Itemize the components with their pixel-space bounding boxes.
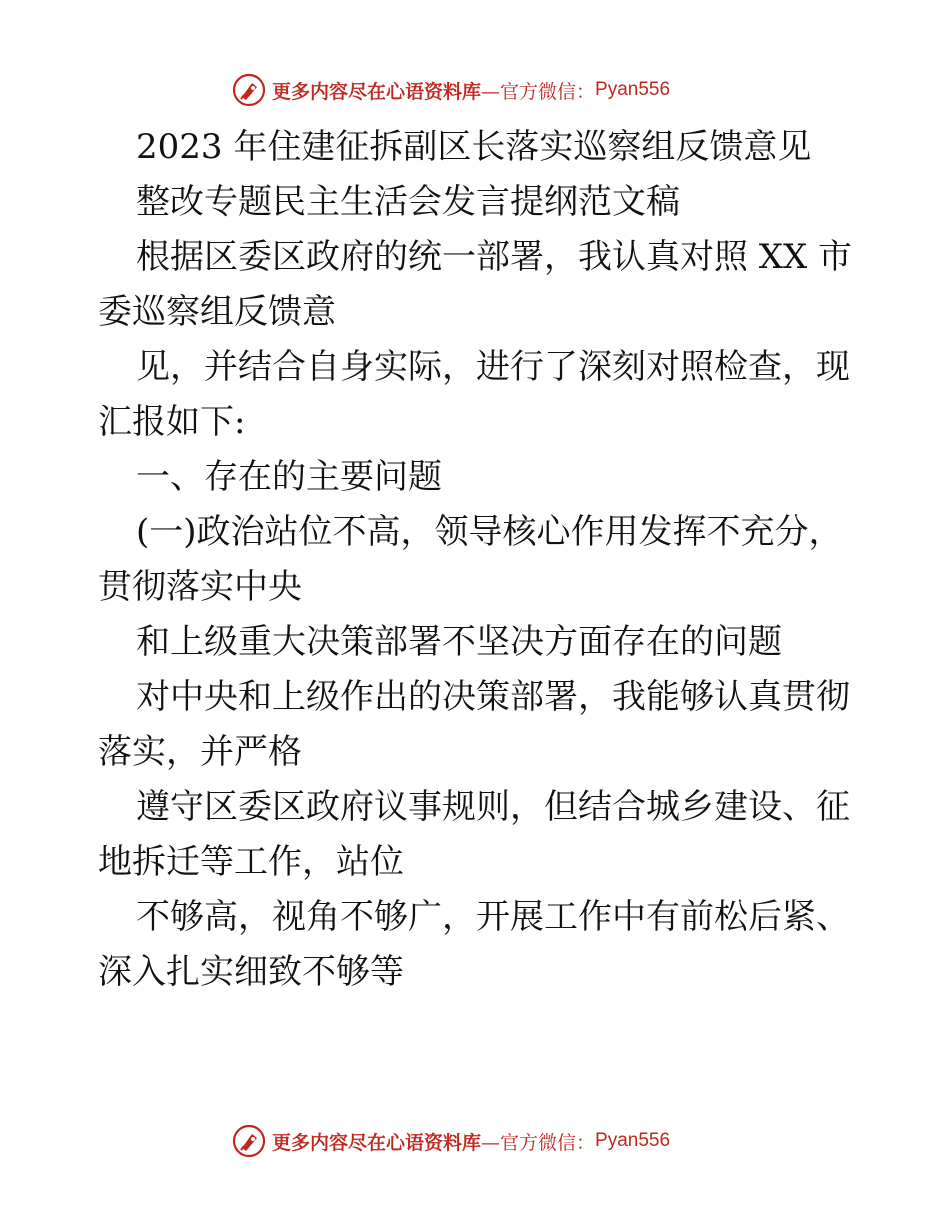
banner-wechat-label: —官方微信： — [481, 80, 596, 103]
body-line: 地拆迁等工作，站位 — [98, 842, 404, 882]
subsection-heading: (一)政治站位不高，领导核心作用发挥不充分， — [136, 512, 843, 552]
title-line-2: 整改专题民主生活会发言提纲范文稿 — [136, 182, 680, 222]
banner-site-text: 更多内容尽在心语资料库 — [272, 1131, 482, 1154]
footer-banner — [232, 1123, 670, 1159]
body-line: 对中央和上级作出的决策部署，我能够认真贯彻 — [136, 677, 850, 717]
banner-wechat-id: Pyan556 — [595, 79, 671, 100]
body-line: 深入扎实细致不够等 — [98, 952, 404, 992]
body-line: 不够高，视角不够广，开展工作中有前松后紧、 — [136, 897, 850, 937]
body-line: 委巡察组反馈意 — [98, 292, 336, 332]
pen-nib-logo-icon — [232, 1124, 266, 1158]
body-line: 贯彻落实中央 — [98, 567, 302, 607]
header-banner — [232, 72, 670, 108]
document-body — [98, 120, 858, 1000]
body-line: 汇报如下: — [98, 402, 246, 442]
body-line: 见，并结合自身实际，进行了深刻对照检查，现 — [136, 347, 850, 387]
body-line: 落实，并严格 — [98, 732, 302, 772]
body-line: 和上级重大决策部署不坚决方面存在的问题 — [136, 622, 782, 662]
body-line: 遵守区委区政府议事规则，但结合城乡建设、征 — [136, 787, 850, 827]
body-line: 根据区委区政府的统一部署，我认真对照 XX 市 — [136, 237, 853, 277]
banner-wechat-id: Pyan556 — [595, 1130, 671, 1151]
pen-nib-logo-icon — [232, 73, 266, 107]
banner-site-text: 更多内容尽在心语资料库 — [272, 80, 482, 103]
banner-wechat-label: —官方微信： — [481, 1131, 596, 1154]
title-line-1: 2023 年住建征拆副区长落实巡察组反馈意见 — [136, 127, 812, 167]
section-heading: 一、存在的主要问题 — [136, 457, 442, 497]
